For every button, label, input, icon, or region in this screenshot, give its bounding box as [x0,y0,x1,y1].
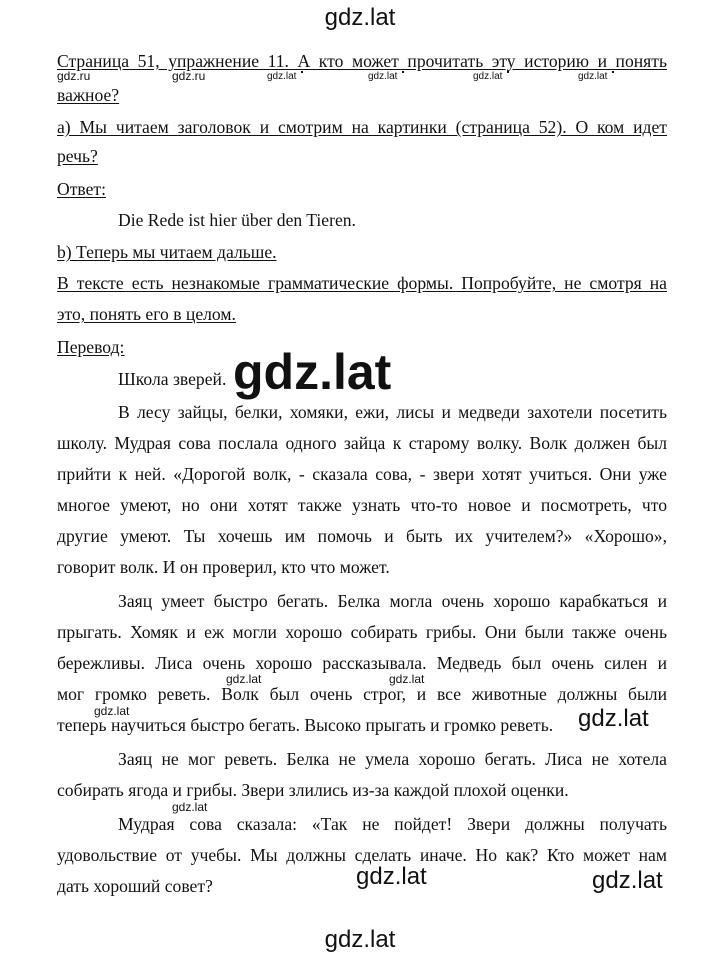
story-p3-line: собирать ягода и грибы. Звери злились из-за каждой плохой оценки. [57,780,569,800]
watermark-bottom-right: gdz.lat [592,867,663,894]
story-p2-line: прыгать. Хомяк и еж могли хорошо собирать грибы. Они были также очень [57,622,667,642]
answer-label: Ответ: [57,179,106,199]
story-p4-line: Мудрая сова сказала: «Так не пойдет! Звери должны получать [118,814,667,834]
watermark-dot [612,71,614,73]
watermark-large: gdz.lat [233,344,392,400]
task-b-note-line-1: В тексте есть незнакомые грамматические формы. Попробуйте, не смотря на [57,273,667,293]
story-p4-line: удовольствие от учебы. Мы должны сделать иначе. Но как? Кто может нам [57,845,667,865]
story-p1-line: В лесу зайцы, белки, хомяки, ежи, лисы и медведи захотели посетить [118,402,667,422]
task-a-line-1: a) Мы читаем заголовок и смотрим на картинки (страница 52). О ком идет [57,117,667,137]
story-p1-line: другие умеют. Ты хочешь им помочь и быть их учителем?» «Хорошо», [57,526,667,546]
watermark-small-4: gdz.lat [578,71,608,82]
watermark-small-2: gdz.lat [368,71,398,82]
task-header-line-2: важное? [57,85,120,105]
story-p3-line: Заяц не мог реветь. Белка не умела хорошо бегать. Лиса не хотела [118,749,667,769]
story-p2-line: Заяц умеет быстро бегать. Белка могла очень хорошо карабкаться и [118,591,667,611]
story-p2-line: бережливы. Лиса очень хорошо рассказывала. Медведь был очень силен и [57,653,667,673]
watermark-bottom: gdz.lat [324,926,396,953]
watermark-gdz-ru-2: gdz.ru [172,69,206,83]
story-p1-line: прийти к ней. «Дорогой волк, - сказала сова, - звери хотят учиться. Они уже [57,464,667,484]
watermark-dot [507,71,509,73]
translation-label: Перевод: [57,337,125,357]
watermark-top: gdz.lat [324,4,396,31]
task-b-line: b) Теперь мы читаем дальше. [57,242,277,262]
watermark-small-3: gdz.lat [473,71,503,82]
story-p1-line: многое умеют, но они хотят также узнать что-то новое и посмотреть, что [57,495,667,515]
task-header-line-1: Страница 51, упражнение 11. А кто может прочитать эту историю и понять [57,51,667,71]
story-p1-line: школу. Мудрая сова послала одного зайца к старому волку. Волк должен был [57,433,667,453]
watermark-small-5: gdz.lat [226,672,262,686]
task-b-note-line-2: это, понять его в целом. [57,304,236,324]
story-p2-line: мог громко реветь. Волк был очень строг, и все животные должны были [57,684,667,704]
story-p4-line: дать хороший совет? [57,876,213,896]
watermark-small-8: gdz.lat [172,800,208,814]
watermark-right: gdz.lat [578,705,649,732]
story-p2-line: теперь научиться быстро бегать. Высоко прыгать и громко реветь. [57,715,554,735]
story-title: Школа зверей. [118,369,227,389]
watermark-gdz-ru-1: gdz.ru [57,69,91,83]
watermark-bottom-center: gdz.lat [356,863,427,890]
watermark-small-6: gdz.lat [389,672,425,686]
answer-text: Die Rede ist hier über den Tieren. [118,210,356,230]
watermark-small-7: gdz.lat [94,704,130,718]
task-a-line-2: речь? [57,146,98,166]
story-p1-line: говорит волк. И он проверил, кто что может. [57,557,390,577]
watermark-dot [301,71,303,73]
watermark-dot [402,71,404,73]
watermark-small-1: gdz.lat [267,71,297,82]
